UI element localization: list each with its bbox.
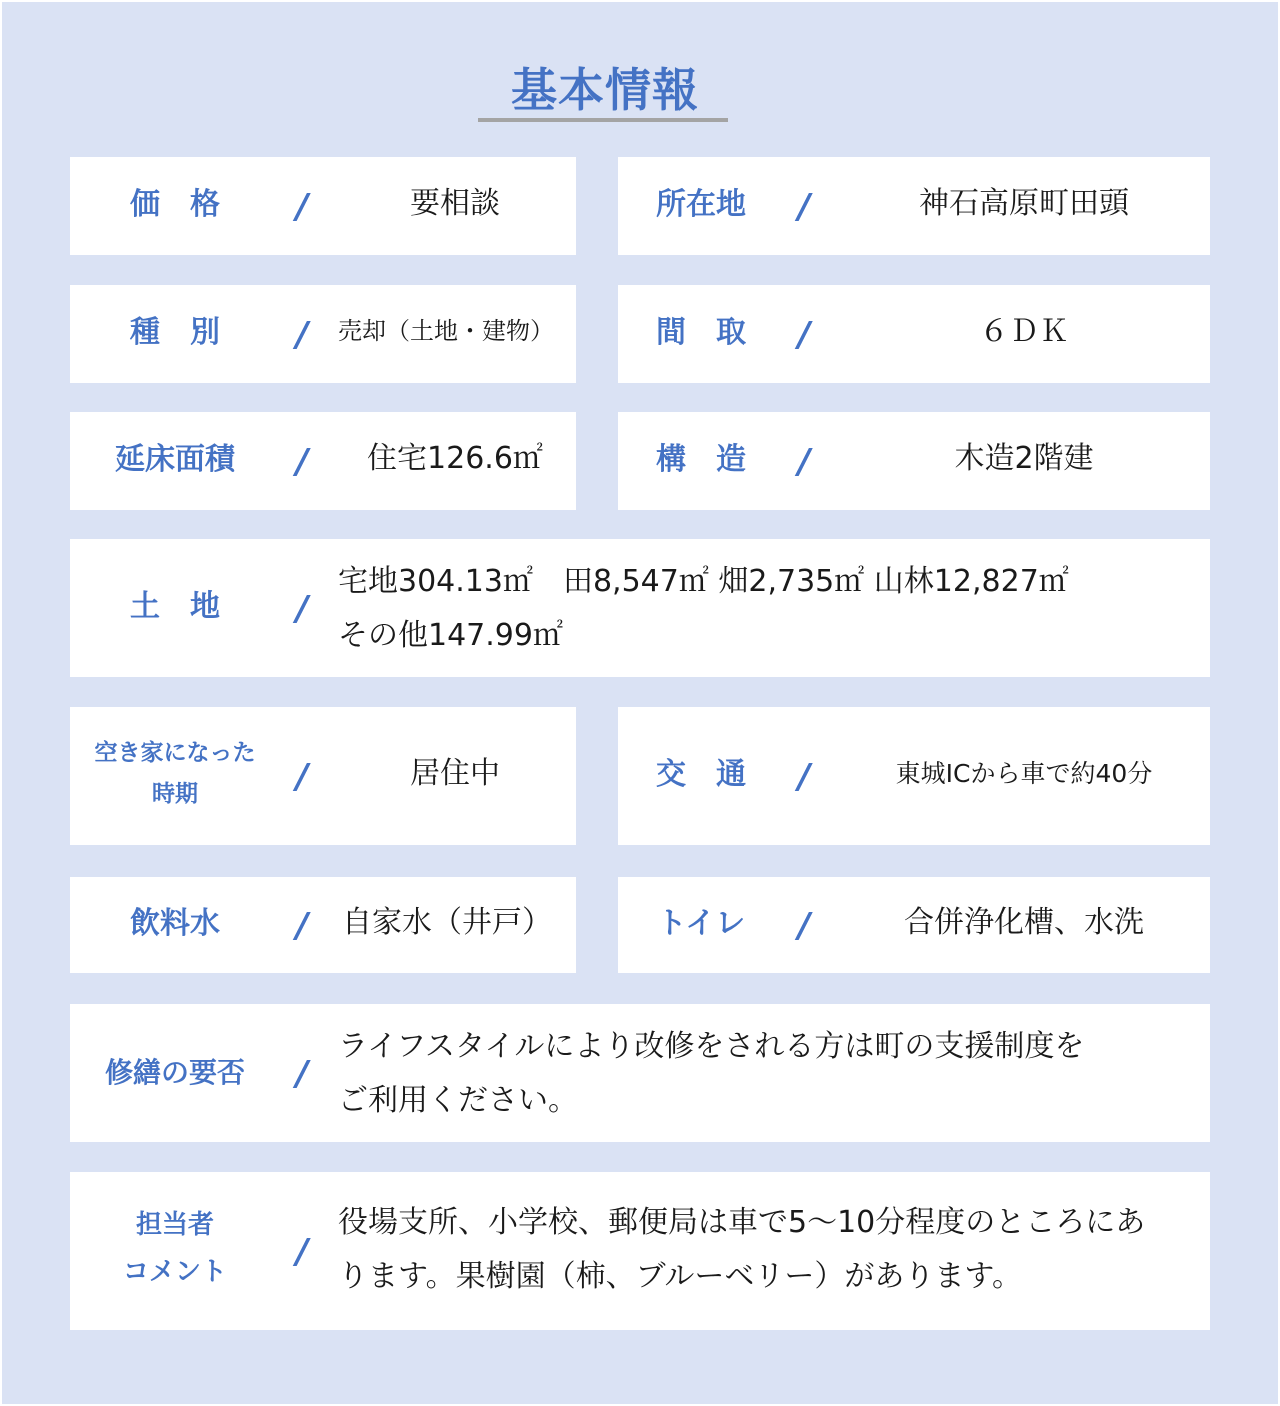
transport-label: 交 通 <box>656 757 746 792</box>
page-background <box>2 2 1278 1404</box>
card-comment <box>70 1172 1210 1330</box>
card-vacancy <box>70 707 576 845</box>
structure-value: 木造2階建 <box>954 441 1094 476</box>
page-title: 基本情報 <box>511 63 699 117</box>
card-structure <box>618 412 1210 510</box>
card-layout <box>618 285 1210 383</box>
floor-area-label: 延床面積 <box>115 442 235 477</box>
comment-value: 役場支所、小学校、郵便局は車で5～10分程度のところにあ ります。果樹園（柿、ブルーベリー）があります。 <box>338 1205 1146 1294</box>
card-water <box>70 877 576 973</box>
location-value: 神石高原町田頭 <box>919 186 1129 221</box>
comment-separator: / <box>296 1232 309 1272</box>
title-underline <box>478 118 728 122</box>
type-value: 売却（土地・建物） <box>338 317 554 345</box>
layout-value: ６ＤＫ <box>979 314 1069 349</box>
water-label: 飲料水 <box>130 906 220 941</box>
repair-separator: / <box>296 1054 309 1094</box>
card-floor-area <box>70 412 576 510</box>
land-label: 土 地 <box>130 589 220 624</box>
structure-separator: / <box>798 442 811 482</box>
vacancy-separator: / <box>296 757 309 797</box>
repair-label: 修繕の要否 <box>104 1056 245 1089</box>
card-type <box>70 285 576 383</box>
toilet-label: トイレ <box>656 906 746 941</box>
vacancy-value: 居住中 <box>410 756 500 791</box>
comment-label: 担当者 コメント <box>122 1210 227 1287</box>
structure-label: 構 造 <box>656 442 746 477</box>
card-toilet <box>618 877 1210 973</box>
water-separator: / <box>296 906 309 946</box>
floor-area-value: 住宅126.6㎡ <box>367 441 543 476</box>
card-land <box>70 539 1210 677</box>
card-repair <box>70 1004 1210 1142</box>
land-value: 宅地304.13㎡ 田8,547㎡ 畑2,735㎡ 山林12,827㎡ その他147.99㎡ <box>338 564 1069 653</box>
price-label: 価 格 <box>130 187 220 222</box>
price-separator: / <box>296 187 309 227</box>
water-value: 自家水（井戸） <box>342 905 552 940</box>
toilet-separator: / <box>798 906 811 946</box>
floor-area-separator: / <box>296 442 309 482</box>
card-location <box>618 157 1210 255</box>
repair-value: ライフスタイルにより改修をされる方は町の支援制度を ご利用ください。 <box>338 1029 1085 1118</box>
transport-separator: / <box>798 757 811 797</box>
price-value: 要相談 <box>410 186 500 221</box>
layout-separator: / <box>798 315 811 355</box>
type-separator: / <box>296 315 309 355</box>
transport-value: 東城ICから車で約40分 <box>895 759 1153 788</box>
type-label: 種 別 <box>130 315 220 350</box>
card-price <box>70 157 576 255</box>
toilet-value: 合併浄化槽、水洗 <box>904 905 1144 940</box>
vacancy-label: 空き家になった 時期 <box>94 740 256 808</box>
card-transport <box>618 707 1210 845</box>
title-block <box>480 60 730 126</box>
location-label: 所在地 <box>656 187 746 222</box>
land-separator: / <box>296 589 309 629</box>
layout-label: 間 取 <box>656 315 746 350</box>
location-separator: / <box>798 187 811 227</box>
